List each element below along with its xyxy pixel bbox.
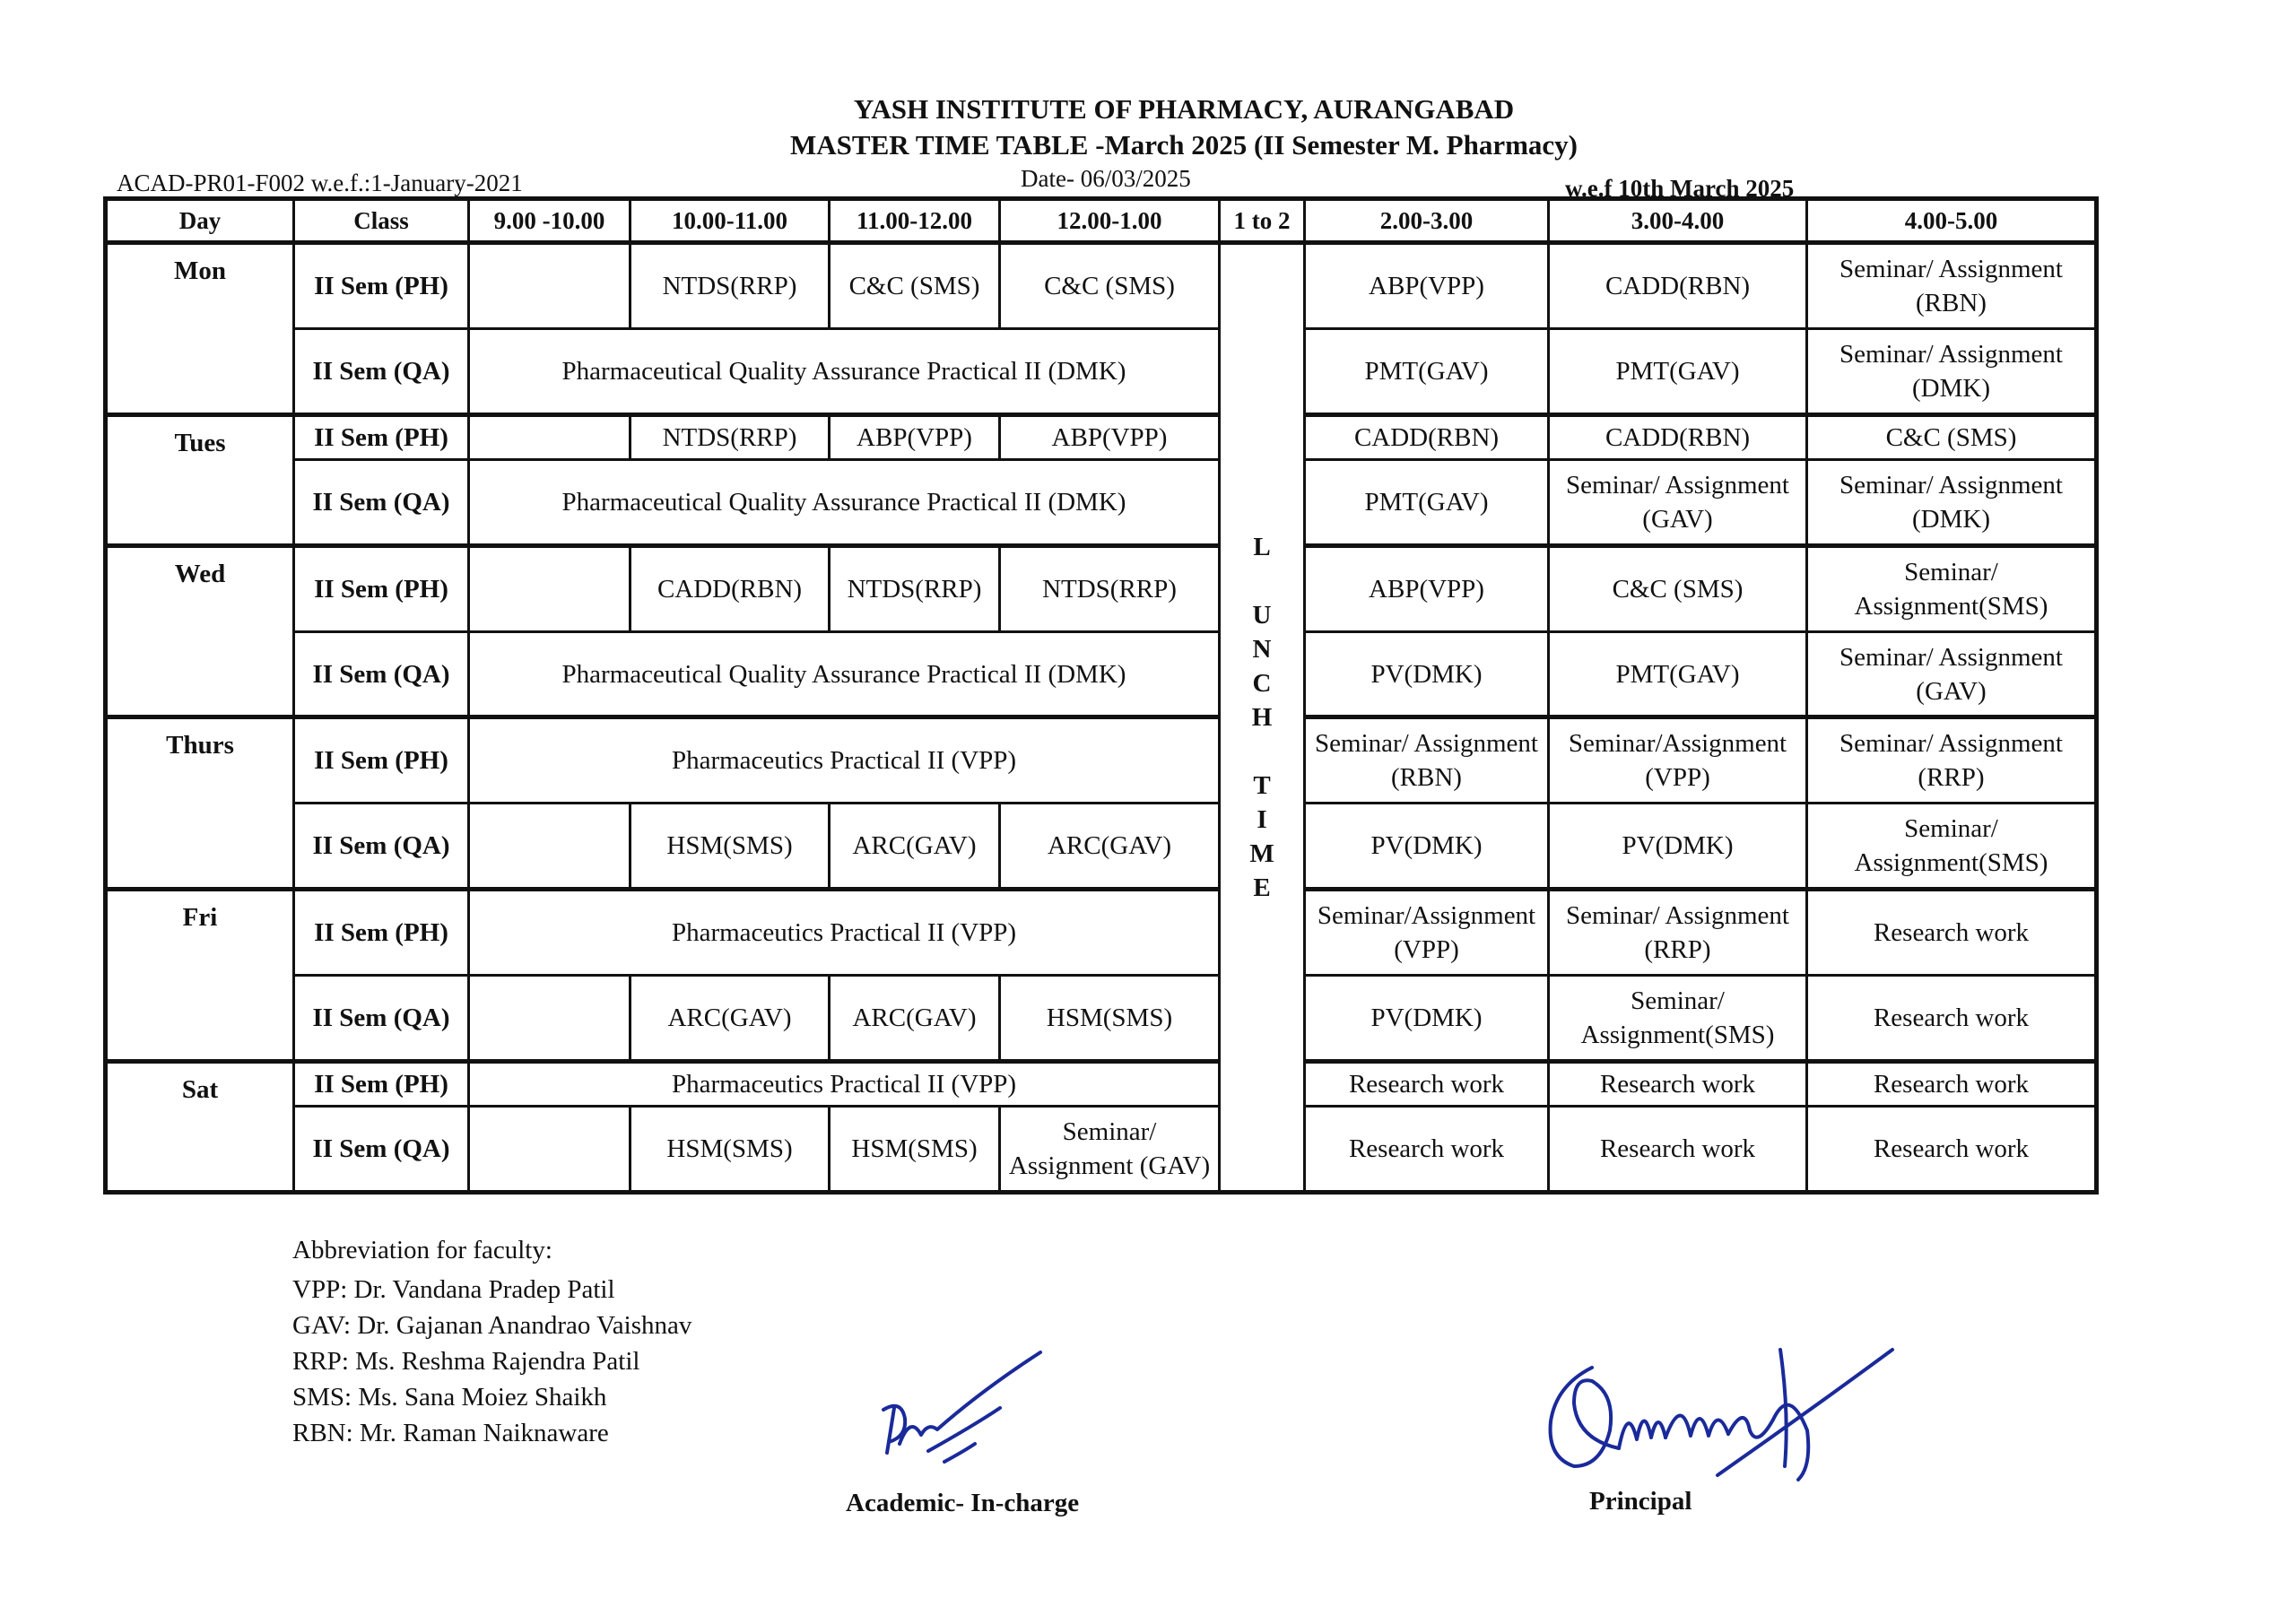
table-row: [106, 631, 2097, 717]
col-header-lunch: 1 to 2: [1220, 199, 1305, 243]
table-row: [106, 243, 2097, 329]
abbreviation-item: RRP: Ms. Reshma Rajendra Patil: [292, 1347, 640, 1376]
slot-cell: [469, 975, 631, 1061]
table-row: [106, 459, 2097, 545]
slot-cell: Seminar/ Assignment (GAV): [1549, 459, 1807, 545]
lunch-letter: C: [1252, 669, 1272, 698]
slot-cell: Seminar/ Assignment(SMS): [1807, 804, 2097, 890]
slot-cell: C&C (SMS): [830, 243, 1000, 329]
col-header-class: Class: [294, 199, 469, 243]
slot-cell: PV(DMK): [1305, 804, 1549, 890]
slot-cell: Research work: [1549, 1107, 1807, 1193]
slot-cell: [469, 243, 631, 329]
class-label: II Sem (QA): [294, 631, 469, 717]
slot-cell: ARC(GAV): [830, 804, 1000, 890]
timetable-title: MASTER TIME TABLE -March 2025 (II Semester M. Pharmacy): [790, 129, 1578, 161]
slot-cell: ARC(GAV): [830, 975, 1000, 1061]
slot-cell: Seminar/ Assignment (RRP): [1807, 717, 2097, 804]
lunch-letter: H: [1251, 703, 1273, 732]
document-code: ACAD-PR01-F002 w.e.f.:1-January-2021: [117, 169, 523, 196]
slot-cell: Seminar/ Assignment (DMK): [1807, 459, 2097, 545]
col-header-slot7: 4.00-5.00: [1807, 199, 2097, 243]
slot-cell: NTDS(RRP): [830, 545, 1000, 631]
slot-cell: C&C (SMS): [1807, 414, 2097, 459]
slot-cell: PV(DMK): [1305, 631, 1549, 717]
lunch-letter: N: [1252, 635, 1272, 664]
header-row: [106, 199, 2097, 243]
slot-cell: Research work: [1305, 1107, 1549, 1193]
col-header-slot2: 10.00-11.00: [631, 199, 830, 243]
lunch-letter: I: [1257, 805, 1267, 834]
institute-name: YASH INSTITUTE OF PHARMACY, AURANGABAD: [853, 93, 1515, 125]
slot-cell: Research work: [1305, 1061, 1549, 1106]
slot-cell: NTDS(RRP): [1000, 545, 1220, 631]
class-label: II Sem (PH): [294, 243, 469, 329]
abbreviation-item: GAV: Dr. Gajanan Anandrao Vaishnav: [292, 1311, 692, 1340]
lunch-letter: M: [1249, 839, 1274, 868]
slot-cell: [469, 414, 631, 459]
slot-cell: PMT(GAV): [1549, 631, 1807, 717]
slot-cell: PMT(GAV): [1305, 328, 1549, 414]
class-label: II Sem (PH): [294, 545, 469, 631]
slot-cell: CADD(RBN): [1549, 414, 1807, 459]
slot-cell: Research work: [1807, 890, 2097, 976]
day-label: Tues: [106, 414, 294, 545]
slot-cell: CADD(RBN): [631, 545, 830, 631]
slot-cell: [469, 1107, 631, 1193]
slot-cell: PV(DMK): [1549, 804, 1807, 890]
table-row: [106, 890, 2097, 976]
lunch-time-label: [1224, 530, 1300, 905]
table-row: [106, 717, 2097, 804]
col-header-slot4: 12.00-1.00: [1000, 199, 1220, 243]
day-label: Mon: [106, 243, 294, 415]
col-header-day: Day: [106, 199, 294, 243]
practical-cell: Pharmaceutics Practical II (VPP): [469, 1061, 1220, 1106]
table-row: [106, 328, 2097, 414]
slot-cell: PMT(GAV): [1549, 328, 1807, 414]
lunch-letter: T: [1253, 771, 1271, 800]
class-label: II Sem (PH): [294, 890, 469, 976]
effective-date: w.e.f 10th March 2025: [1565, 175, 1795, 202]
table-row: [106, 1107, 2097, 1193]
principal-signature: [1538, 1332, 1897, 1489]
lunch-letter: L: [1253, 533, 1271, 561]
slot-cell: [469, 804, 631, 890]
col-header-slot6: 3.00-4.00: [1549, 199, 1807, 243]
slot-cell: HSM(SMS): [631, 1107, 830, 1193]
table-row: [106, 1061, 2097, 1106]
slot-cell: Research work: [1549, 1061, 1807, 1106]
slot-cell: Seminar/ Assignment (GAV): [1807, 631, 2097, 717]
practical-cell: Pharmaceutics Practical II (VPP): [469, 717, 1220, 804]
class-label: II Sem (QA): [294, 975, 469, 1061]
practical-cell: Pharmaceutical Quality Assurance Practical II (DMK): [469, 459, 1220, 545]
slot-cell: HSM(SMS): [830, 1107, 1000, 1193]
slot-cell: Research work: [1807, 1107, 2097, 1193]
slot-cell: HSM(SMS): [1000, 975, 1220, 1061]
class-label: II Sem (QA): [294, 328, 469, 414]
academic-signature: [874, 1336, 1063, 1480]
class-label: II Sem (PH): [294, 1061, 469, 1106]
slot-cell: Seminar/ Assignment(SMS): [1807, 545, 2097, 631]
table-row: [106, 414, 2097, 459]
slot-cell: Seminar/ Assignment (GAV): [1000, 1107, 1220, 1193]
col-header-slot1: 9.00 -10.00: [469, 199, 631, 243]
col-header-slot3: 11.00-12.00: [830, 199, 1000, 243]
slot-cell: Seminar/ Assignment (RRP): [1549, 890, 1807, 976]
slot-cell: HSM(SMS): [631, 804, 830, 890]
slot-cell: Seminar/Assignment (VPP): [1305, 890, 1549, 976]
lunch-letter: E: [1253, 873, 1271, 902]
table-row: [106, 975, 2097, 1061]
lunch-letter: U: [1252, 601, 1272, 630]
col-header-slot5: 2.00-3.00: [1305, 199, 1549, 243]
practical-cell: Pharmaceutical Quality Assurance Practical II (DMK): [469, 631, 1220, 717]
class-label: II Sem (QA): [294, 1107, 469, 1193]
slot-cell: NTDS(RRP): [631, 243, 830, 329]
slot-cell: Seminar/ Assignment(SMS): [1549, 975, 1807, 1061]
slot-cell: Research work: [1807, 975, 2097, 1061]
abbreviation-title: Abbreviation for faculty:: [292, 1236, 552, 1264]
slot-cell: ABP(VPP): [830, 414, 1000, 459]
timetable: [103, 196, 2099, 1195]
class-label: II Sem (PH): [294, 717, 469, 804]
lunch-time-column: [1220, 243, 1305, 1193]
class-label: II Sem (PH): [294, 414, 469, 459]
class-label: II Sem (QA): [294, 459, 469, 545]
slot-cell: Seminar/ Assignment (DMK): [1807, 328, 2097, 414]
class-label: II Sem (QA): [294, 804, 469, 890]
day-label: Wed: [106, 545, 294, 717]
slot-cell: ABP(VPP): [1305, 545, 1549, 631]
principal-label: Principal: [1589, 1487, 1692, 1516]
abbreviation-list: [292, 1272, 691, 1451]
day-label: Thurs: [106, 717, 294, 890]
slot-cell: Seminar/ Assignment (RBN): [1807, 243, 2097, 329]
slot-cell: C&C (SMS): [1549, 545, 1807, 631]
day-label: Fri: [106, 890, 294, 1062]
slot-cell: CADD(RBN): [1549, 243, 1807, 329]
issue-date: Date- 06/03/2025: [1021, 165, 1191, 192]
slot-cell: PV(DMK): [1305, 975, 1549, 1061]
slot-cell: ARC(GAV): [631, 975, 830, 1061]
abbreviation-item: VPP: Dr. Vandana Pradep Patil: [292, 1275, 615, 1304]
slot-cell: PMT(GAV): [1305, 459, 1549, 545]
table-row: [106, 804, 2097, 890]
slot-cell: ABP(VPP): [1305, 243, 1549, 329]
slot-cell: CADD(RBN): [1305, 414, 1549, 459]
slot-cell: Research work: [1807, 1061, 2097, 1106]
slot-cell: [469, 545, 631, 631]
slot-cell: ABP(VPP): [1000, 414, 1220, 459]
slot-cell: ARC(GAV): [1000, 804, 1220, 890]
day-label: Sat: [106, 1061, 294, 1192]
abbreviation-item: RBN: Mr. Raman Naiknaware: [292, 1419, 609, 1447]
practical-cell: Pharmaceutics Practical II (VPP): [469, 890, 1220, 976]
abbreviation-item: SMS: Ms. Sana Moiez Shaikh: [292, 1383, 607, 1412]
practical-cell: Pharmaceutical Quality Assurance Practical II (DMK): [469, 328, 1220, 414]
slot-cell: C&C (SMS): [1000, 243, 1220, 329]
academic-in-charge-label: Academic- In-charge: [846, 1489, 1080, 1517]
table-row: [106, 545, 2097, 631]
slot-cell: Seminar/Assignment (VPP): [1549, 717, 1807, 804]
slot-cell: Seminar/ Assignment (RBN): [1305, 717, 1549, 804]
slot-cell: NTDS(RRP): [631, 414, 830, 459]
